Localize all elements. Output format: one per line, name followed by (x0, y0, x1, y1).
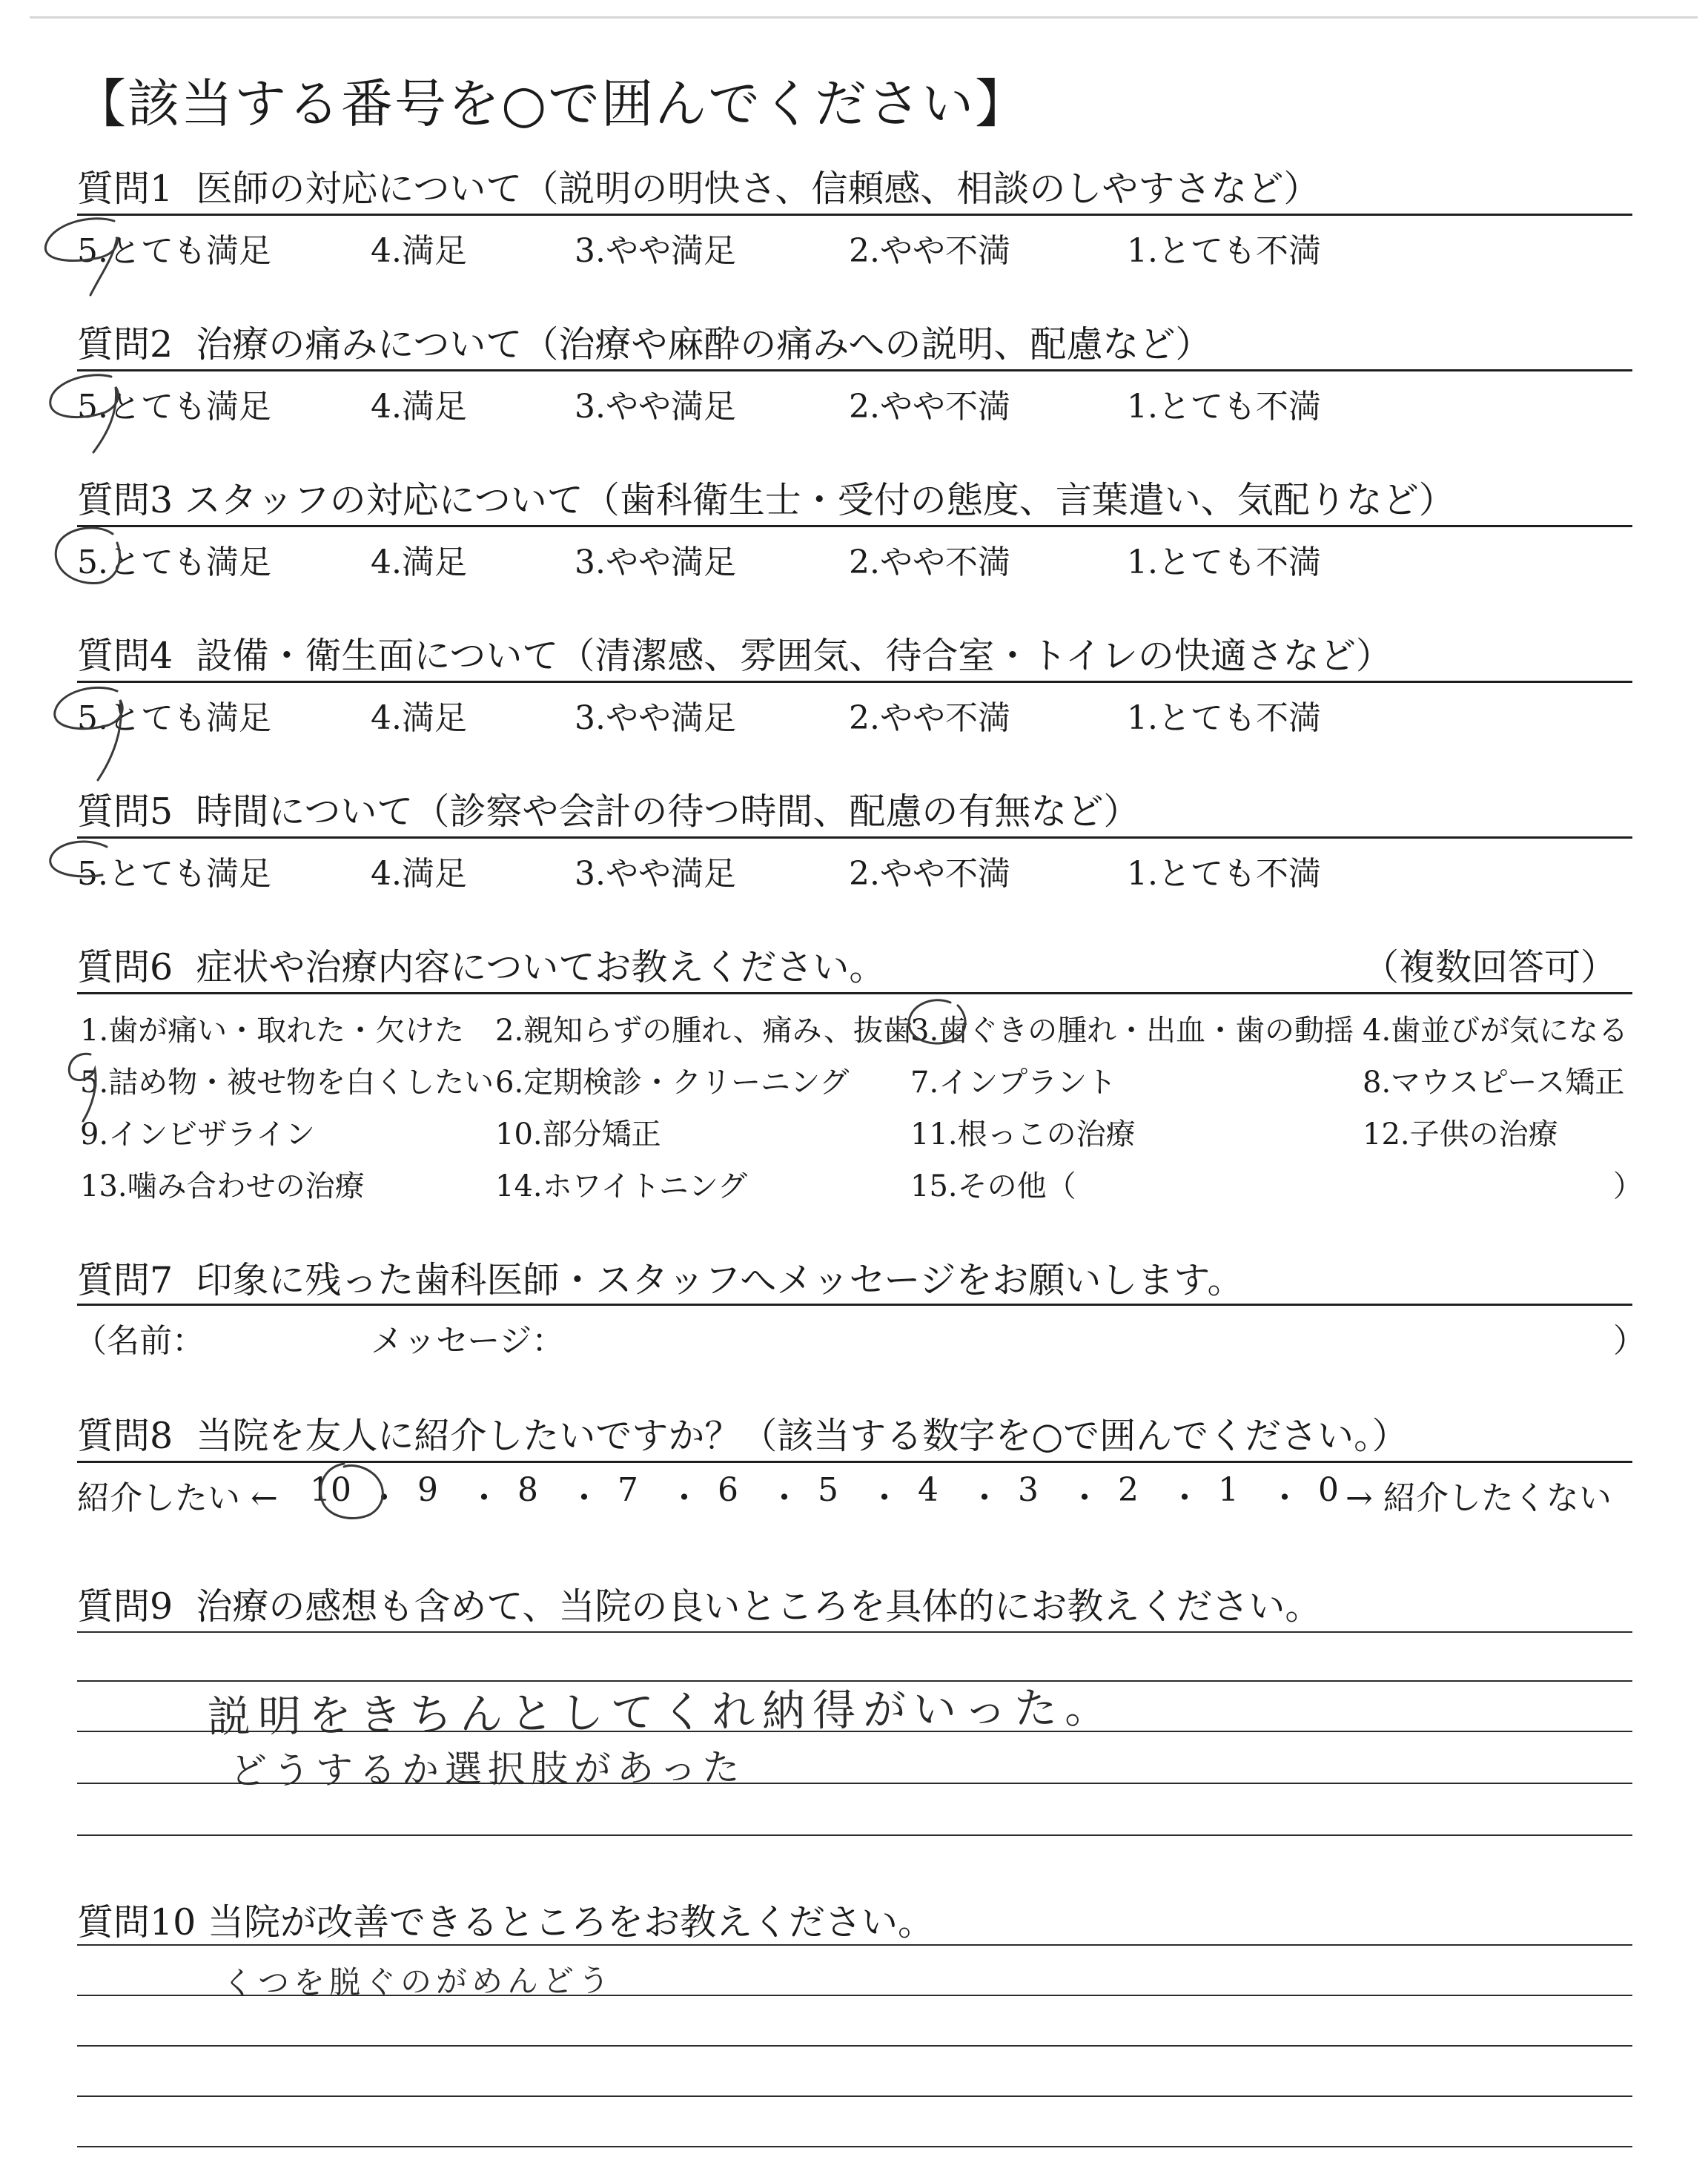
q4-option-4[interactable]: 4.満足 (371, 699, 467, 737)
q2-option-4[interactable]: 4.満足 (371, 388, 467, 426)
q4-option-1[interactable]: 1.とても不満 (1127, 699, 1321, 737)
q1-rule (77, 214, 1632, 216)
q8-selected-mark (311, 1456, 393, 1530)
q9-line-1 (77, 1631, 1632, 1633)
q8-scale-value-1[interactable]: 1 (1218, 1471, 1239, 1509)
q1-option-1[interactable]: 1.とても不満 (1127, 232, 1321, 270)
q2-rule (77, 369, 1632, 371)
q4-option-5[interactable]: 5.とても満足 (77, 699, 271, 737)
q8-scale-separator: ・ (568, 1479, 600, 1517)
q6-option-3-selected-mark (898, 995, 973, 1054)
q5-option-1[interactable]: 1.とても不満 (1127, 855, 1321, 893)
q1-option-4[interactable]: 4.満足 (371, 232, 467, 270)
q2-text: 治療の痛みについて（治療や麻酔の痛みへの説明、配慮など） (196, 323, 1212, 366)
q7-rule (77, 1304, 1632, 1306)
q5-option-2[interactable]: 2.やや不満 (849, 855, 1010, 893)
page-top-border (30, 16, 1698, 19)
q1-heading (77, 160, 1320, 212)
q3-option-5[interactable]: 5.とても満足 (77, 544, 271, 581)
q8-scale-value-5[interactable]: 5 (818, 1471, 838, 1509)
q10-text: 当院が改善できるところをお教えください。 (207, 1901, 934, 1943)
q6-rule (77, 992, 1632, 994)
q10-line-3 (77, 2045, 1632, 2047)
q3-heading (77, 472, 1455, 524)
q9-text: 治療の感想も含めて、当院の良いところを具体的にお教えください。 (196, 1585, 1322, 1628)
q6-option-12[interactable]: 12.子供の治療 (1363, 1117, 1558, 1152)
q6-option-8[interactable]: 8.マウスピース矯正 (1363, 1066, 1625, 1100)
q10-line-5 (77, 2146, 1632, 2147)
q4-rule (77, 681, 1632, 683)
q8-scale-separator: ・ (1068, 1479, 1101, 1517)
q6-other-close-paren: ） (1613, 1169, 1643, 1203)
q8-scale (310, 1471, 1339, 1517)
q4-option-2[interactable]: 2.やや不満 (849, 699, 1010, 737)
q8-scale-separator: ・ (968, 1479, 1001, 1517)
q3-option-1[interactable]: 1.とても不満 (1127, 544, 1321, 581)
q3-selected-mark (44, 524, 126, 598)
q4-label: 質問4 (77, 635, 173, 677)
q6-option-10[interactable]: 10.部分矯正 (495, 1117, 661, 1152)
q2-option-1[interactable]: 1.とても不満 (1127, 388, 1321, 426)
q6-option-3[interactable]: 3.歯ぐきの腫れ・出血・歯の動揺 (910, 1014, 1354, 1048)
q8-scale-value-2[interactable]: 2 (1118, 1471, 1139, 1509)
q4-heading (77, 627, 1392, 679)
q1-option-2[interactable]: 2.やや不満 (849, 232, 1010, 270)
q6-option-15[interactable]: 15.その他（ (910, 1169, 1076, 1203)
q8-scale-separator: ・ (368, 1479, 400, 1517)
q4-option-3[interactable]: 3.やや満足 (575, 699, 736, 737)
q8-scale-value-9[interactable]: 9 (417, 1471, 438, 1509)
q7-label: 質問7 (77, 1259, 173, 1301)
q5-rule (77, 836, 1632, 839)
q1-option-5[interactable]: 5.とても満足 (77, 232, 271, 270)
q3-option-2[interactable]: 2.やや不満 (849, 544, 1010, 581)
q6-option-2[interactable]: 2.親知らずの腫れ、痛み、抜歯 (495, 1014, 913, 1048)
q8-text: 当院を友人に紹介したいですか？（該当する数字を○で囲んでください。） (196, 1415, 1409, 1457)
q6-option-9[interactable]: 9.インビザライン (80, 1117, 315, 1152)
q7-text: 印象に残った歯科医師・スタッフへメッセージをお願いします。 (196, 1259, 1244, 1301)
page-title: 【該当する番号を○で囲んでください】 (74, 73, 1029, 134)
q8-scale-value-3[interactable]: 3 (1018, 1471, 1039, 1509)
q7-close-paren: ） (1613, 1322, 1646, 1360)
q3-text: スタッフの対応について（歯科衛生士・受付の態度、言葉遣い、気配りなど） (184, 479, 1455, 521)
q1-label: 質問1 (77, 168, 173, 210)
q5-selected-mark (40, 836, 114, 896)
q9-handwritten-answer-1[interactable]: 説明をきちんとしてくれ納得がいった。 (207, 1682, 1116, 1743)
q7-message-label: メッセージ： (371, 1322, 565, 1360)
q6-option-13[interactable]: 13.噛み合わせの治療 (80, 1169, 365, 1203)
q10-handwritten-answer[interactable]: くつを脱ぐのがめんどう (222, 1962, 615, 2001)
q4-selected-mark (43, 684, 139, 787)
q10-label: 質問10 (77, 1901, 196, 1943)
q6-option-14[interactable]: 14.ホワイトニング (495, 1169, 748, 1203)
q9-heading (77, 1578, 1321, 1630)
q8-scale-separator: ・ (768, 1479, 801, 1517)
q5-option-5[interactable]: 5.とても満足 (77, 855, 271, 893)
q8-scale-value-10[interactable]: 10 (310, 1471, 351, 1509)
q7-heading (77, 1252, 1244, 1304)
q7-name-label: （名前： (74, 1322, 205, 1360)
q8-scale-separator: ・ (668, 1479, 701, 1517)
q6-label: 質問6 (77, 946, 173, 988)
q9-label: 質問9 (77, 1585, 173, 1628)
q1-option-3[interactable]: 3.やや満足 (575, 232, 736, 270)
q6-option-5[interactable]: 5.詰め物・被せ物を白くしたい (80, 1066, 494, 1100)
q8-scale-value-8[interactable]: 8 (517, 1471, 538, 1509)
q8-scale-value-7[interactable]: 7 (618, 1471, 638, 1509)
q8-right-label: → 紹介したくない (1345, 1479, 1612, 1517)
q8-scale-separator: ・ (1168, 1479, 1201, 1517)
q10-line-4 (77, 2095, 1632, 2097)
q6-option-1[interactable]: 1.歯が痛い・取れた・欠けた (80, 1014, 465, 1048)
q3-label: 質問3 (77, 479, 173, 521)
q8-scale-value-6[interactable]: 6 (718, 1471, 738, 1509)
q9-handwritten-answer-2[interactable]: どうするか選択肢があった (229, 1745, 746, 1793)
q6-heading (77, 939, 885, 991)
q10-line-1 (77, 1944, 1632, 1946)
q6-multi-note: （複数回答可） (1363, 946, 1618, 988)
q6-text: 症状や治療内容についてお教えください。 (196, 946, 886, 988)
q6-option-7[interactable]: 7.インプラント (910, 1066, 1117, 1100)
q8-rule (77, 1461, 1632, 1463)
q2-label: 質問2 (77, 323, 173, 366)
q8-heading (77, 1407, 1409, 1459)
q8-left-label: 紹介したい ← (77, 1479, 278, 1517)
q8-scale-value-0[interactable]: 0 (1318, 1471, 1339, 1509)
q1-selected-mark (37, 215, 133, 304)
q5-option-4[interactable]: 4.満足 (371, 855, 467, 893)
q5-heading (77, 783, 1139, 835)
q9-line-5 (77, 1834, 1632, 1836)
q5-option-3[interactable]: 3.やや満足 (575, 855, 736, 893)
q3-option-4[interactable]: 4.満足 (371, 544, 467, 581)
q8-scale-value-4[interactable]: 4 (918, 1471, 939, 1509)
q5-text: 時間について（診察や会計の待つ時間、配慮の有無など） (196, 790, 1140, 833)
q10-heading (77, 1894, 934, 1946)
q8-scale-separator: ・ (868, 1479, 901, 1517)
q3-option-3[interactable]: 3.やや満足 (575, 544, 736, 581)
q8-scale-separator: ・ (468, 1479, 500, 1517)
q6-option-5-selected-mark (56, 1047, 116, 1129)
q1-text: 医師の対応について（説明の明快さ、信頼感、相談のしやすさなど） (196, 168, 1320, 210)
q6-option-4[interactable]: 4.歯並びが気になる (1363, 1014, 1629, 1048)
q2-option-2[interactable]: 2.やや不満 (849, 388, 1010, 426)
q8-label: 質問8 (77, 1415, 173, 1457)
q6-option-6[interactable]: 6.定期検診・クリーニング (495, 1066, 850, 1100)
q3-rule (77, 525, 1632, 527)
q8-scale-separator: ・ (1268, 1479, 1301, 1517)
q5-label: 質問5 (77, 790, 173, 833)
q6-option-11[interactable]: 11.根っこの治療 (910, 1117, 1136, 1152)
q2-heading (77, 316, 1211, 368)
q2-option-5[interactable]: 5.とても満足 (77, 388, 271, 426)
q4-text: 設備・衛生面について（清潔感、雰囲気、待合室・トイレの快適さなど） (196, 635, 1392, 677)
q2-selected-mark (39, 371, 135, 460)
q2-option-3[interactable]: 3.やや満足 (575, 388, 736, 426)
